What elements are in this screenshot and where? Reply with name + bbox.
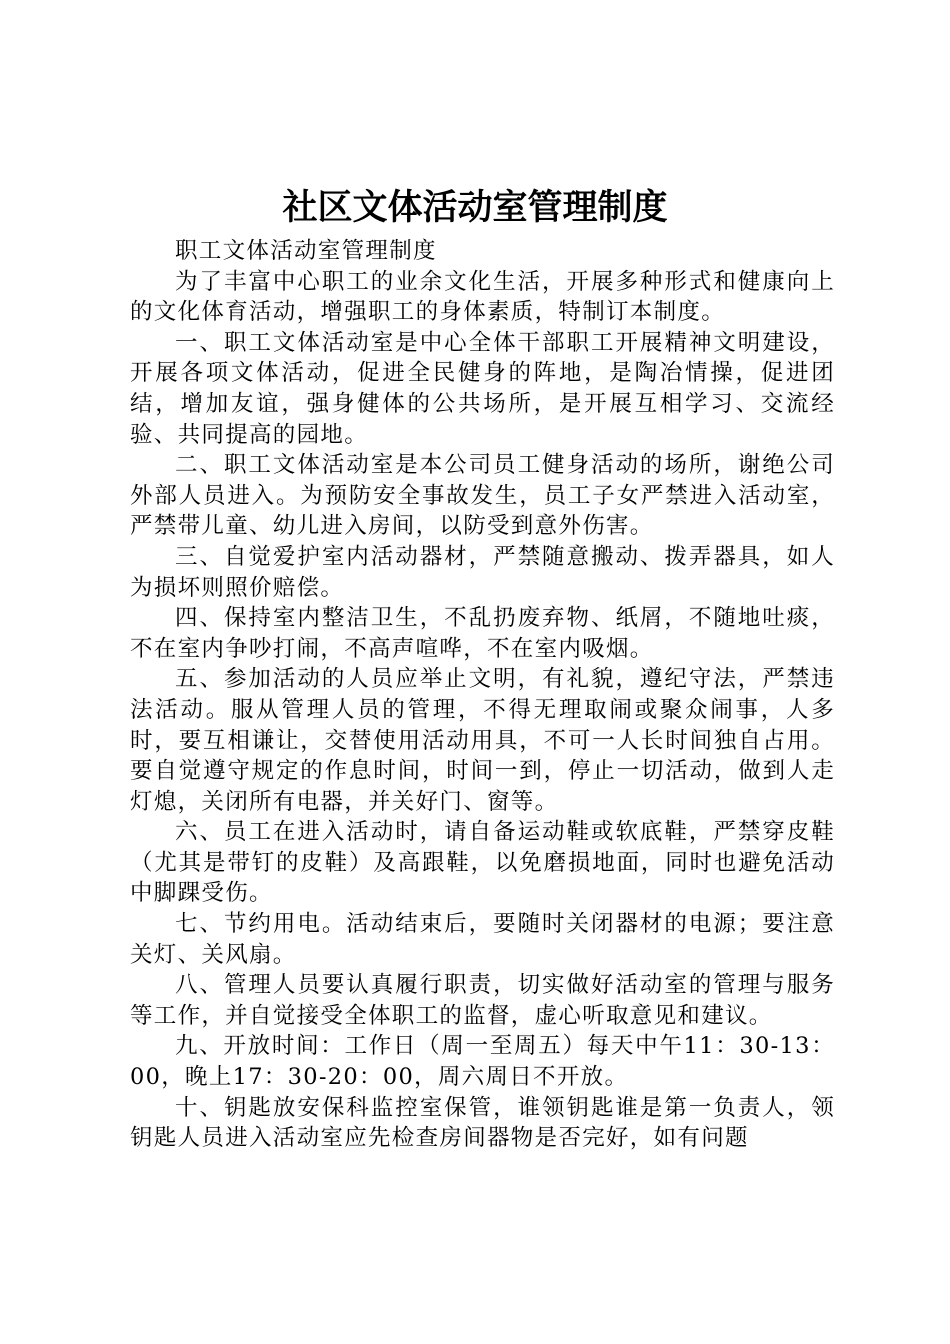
paragraph-item-1: 一、职工文体活动室是中心全体干部职工开展精神文明建设，开展各项文体活动，促进全民健身的阵地，是陶冶情操，促进团结，增加友谊，强身健体的公共场所，是开展互相学习、交流经验、共同提高的园地。: [130, 329, 835, 448]
paragraph-item-8: 八、管理人员要认真履行职责，切实做好活动室的管理与服务等工作，并自觉接受全体职工的监督，虚心听取意见和建议。: [130, 972, 835, 1029]
paragraph-intro: 为了丰富中心职工的业余文化生活，开展多种形式和健康向上的文化体育活动，增强职工的身体素质，特制订本制度。: [130, 268, 835, 326]
paragraph-item-2: 二、职工文体活动室是本公司员工健身活动的场所，谢绝公司外部人员进入。为预防安全事故发生，员工子女严禁进入活动室，严禁带儿童、幼儿进入房间，以防受到意外伤害。: [130, 452, 835, 540]
paragraph-item-9: 九、开放时间：工作日（周一至周五）每天中午11：30-13：00，晚上17：30-20：00，周六周日不开放。: [130, 1033, 835, 1091]
paragraph-item-7: 七、节约用电。活动结束后，要随时关闭器材的电源；要注意关灯、关风扇。: [130, 911, 835, 968]
document-body: [130, 236, 835, 1154]
paragraph-item-5: 五、参加活动的人员应举止文明，有礼貌，遵纪守法，严禁违法活动。服从管理人员的管理，不得无理取闹或聚众闹事，人多时，要互相谦让，交替使用活动用具，不可一人长时间独自占用。要自觉遵守规定的作息时间，时间一到，停止一切活动，做到人走灯熄，关闭所有电器，并关好门、窗等。: [130, 666, 835, 815]
paragraph-item-4: 四、保持室内整洁卫生，不乱扔废弃物、纸屑，不随地吐痰，不在室内争吵打闹，不高声喧哗，不在室内吸烟。: [130, 605, 835, 662]
document-title: 社区文体活动室管理制度: [282, 187, 668, 228]
paragraph-item-3: 三、自觉爱护室内活动器材，严禁随意搬动、拨弄器具，如人为损坏则照价赔偿。: [130, 543, 835, 601]
paragraph-item-6: 六、员工在进入活动时，请自备运动鞋或软底鞋，严禁穿皮鞋（尤其是带钉的皮鞋）及高跟鞋，以免磨损地面，同时也避免活动中脚踝受伤。: [130, 819, 835, 907]
paragraph-item-10: 十、钥匙放安保科监控室保管，谁领钥匙谁是第一负责人，领钥匙人员进入活动室应先检查房间器物是否完好，如有问题: [130, 1094, 835, 1152]
paragraph-subtitle: 职工文体活动室管理制度: [175, 238, 437, 264]
